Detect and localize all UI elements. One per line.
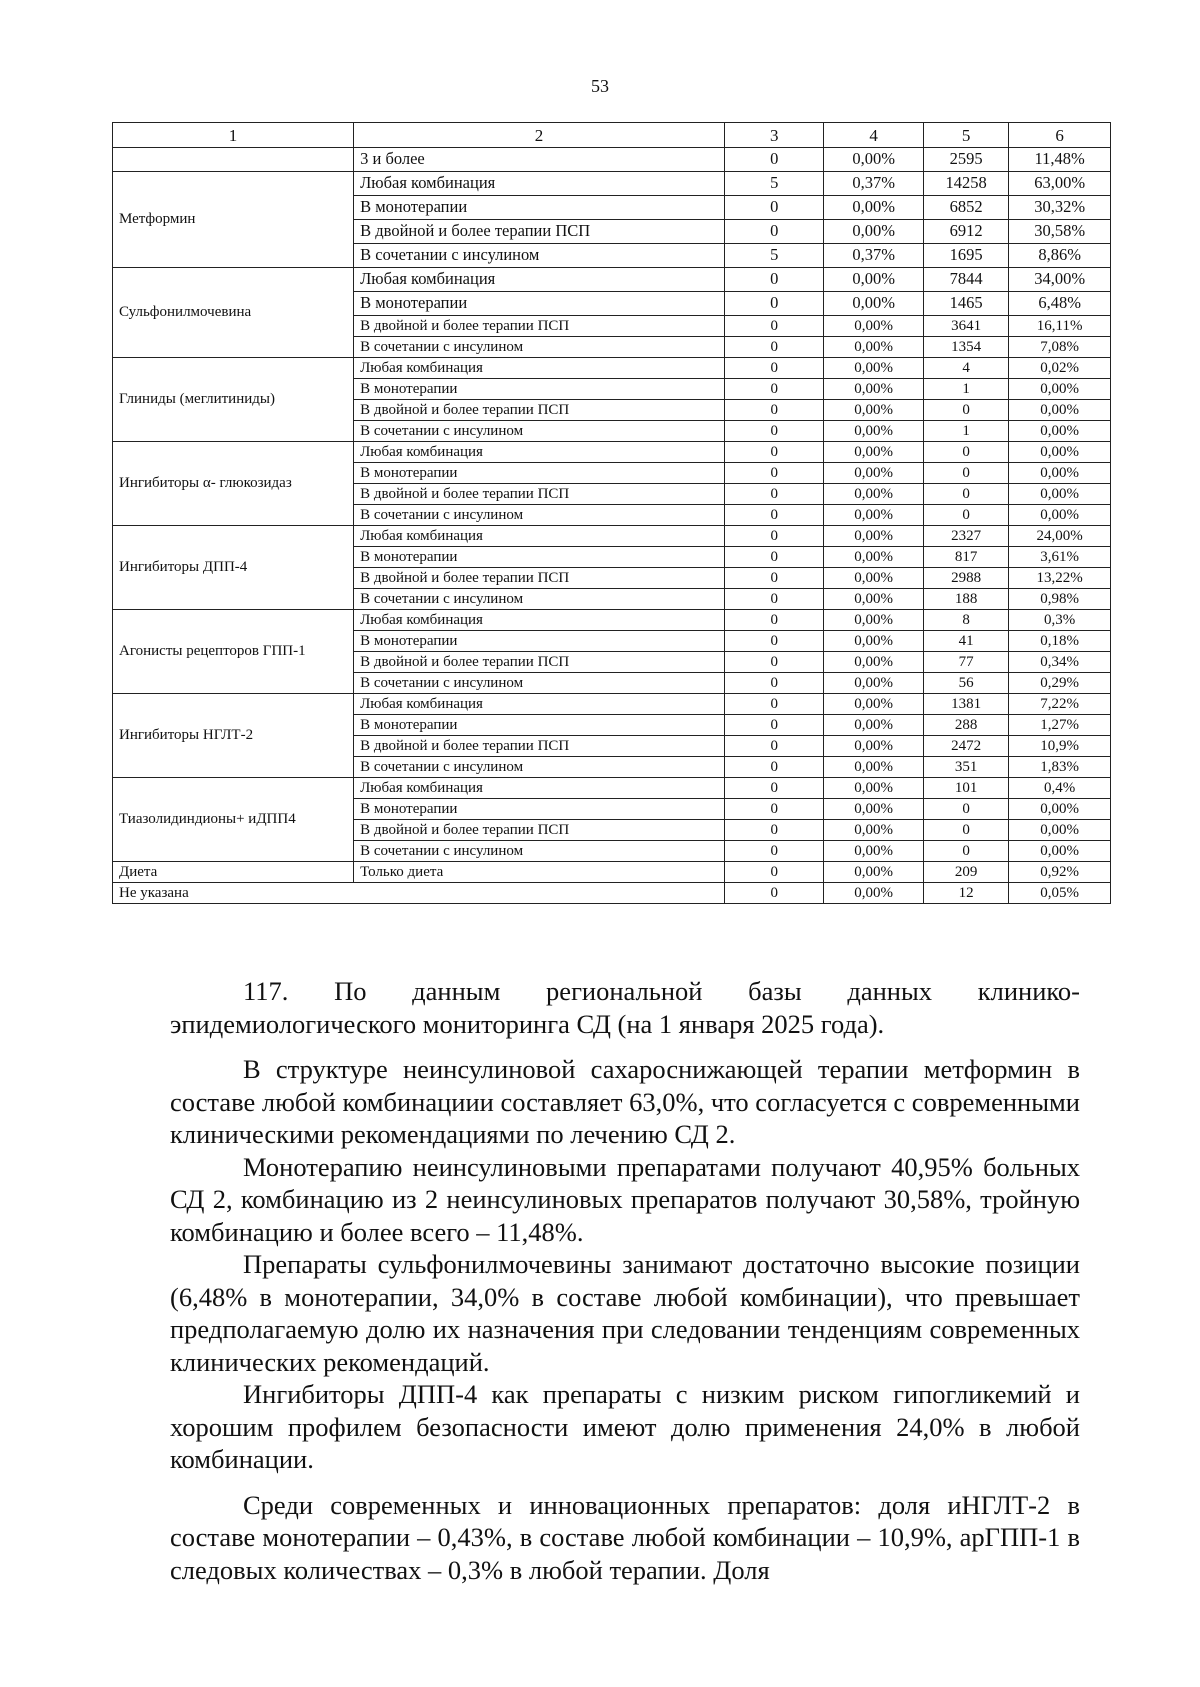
value-cell: 0,02% [1009,358,1111,379]
value-cell: 30,58% [1009,220,1111,244]
value-cell: 0,00% [824,484,923,505]
column-header: 5 [923,123,1008,148]
column-header: 1 [113,123,354,148]
value-cell: 5 [724,172,823,196]
group-name-cell: Метформин [113,172,354,268]
row-label-cell: Любая комбинация [354,610,725,631]
value-cell: 11,48% [1009,148,1111,172]
table-row [113,883,1111,904]
value-cell: 0 [724,196,823,220]
value-cell: 7,08% [1009,337,1111,358]
body-text [170,975,1080,1586]
value-cell: 2327 [923,526,1008,547]
row-label-cell: В монотерапии [354,799,725,820]
table-row [113,694,1111,715]
row-label-cell: В двойной и более терапии ПСП [354,316,725,337]
value-cell: 0 [724,316,823,337]
table-row [113,526,1111,547]
value-cell: 0 [923,799,1008,820]
value-cell: 24,00% [1009,526,1111,547]
page-number: 53 [591,76,609,96]
value-cell: 16,11% [1009,316,1111,337]
row-label-cell: Любая комбинация [354,358,725,379]
row-label-cell: В двойной и более терапии ПСП [354,568,725,589]
value-cell: 0 [923,505,1008,526]
value-cell: 0,18% [1009,631,1111,652]
value-cell: 0,00% [824,568,923,589]
value-cell: 0 [724,526,823,547]
value-cell: 0 [724,379,823,400]
value-cell: 0 [724,400,823,421]
value-cell: 0,00% [824,631,923,652]
value-cell: 0,00% [824,883,923,904]
row-label-cell: В монотерапии [354,463,725,484]
value-cell: 0 [724,505,823,526]
value-cell: 351 [923,757,1008,778]
therapy-table [112,122,1111,904]
row-label-cell: В двойной и более терапии ПСП [354,400,725,421]
value-cell: 0 [724,862,823,883]
group-name-cell: Ингибиторы α- глюкозидаз [113,442,354,526]
row-label-cell: В монотерапии [354,715,725,736]
value-cell: 0,00% [824,442,923,463]
value-cell: 0,00% [824,505,923,526]
value-cell: 56 [923,673,1008,694]
paragraph: 117. По данным региональной базы данных клинико-эпидемиологического мониторинга СД (на 1 января 2025 года). [170,976,1080,1039]
row-label-cell: В монотерапии [354,631,725,652]
value-cell: 0 [923,442,1008,463]
value-cell: 1 [923,379,1008,400]
group-name-cell: Агонисты рецепторов ГПП-1 [113,610,354,694]
value-cell: 0,00% [824,694,923,715]
table-row [113,172,1111,196]
value-cell: 2988 [923,568,1008,589]
value-cell: 0,00% [824,778,923,799]
paragraph: Монотерапию неинсулиновыми препаратами получают 40,95% больных СД 2, комбинацию из 2 неинсулиновых препаратов получают 30,58%, тройную комбинацию и более всего – 11,48%. [170,1151,1080,1247]
row-label-cell: Любая комбинация [354,694,725,715]
value-cell: 0 [724,589,823,610]
row-label-cell: Любая комбинация [354,442,725,463]
value-cell: 209 [923,862,1008,883]
value-cell: 0,00% [1009,421,1111,442]
value-cell: 0 [923,400,1008,421]
value-cell: 6,48% [1009,292,1111,316]
row-label-cell: В двойной и более терапии ПСП [354,652,725,673]
value-cell: 0,00% [824,421,923,442]
value-cell: 0,05% [1009,883,1111,904]
row-label-cell: В двойной и более терапии ПСП [354,736,725,757]
value-cell: 2472 [923,736,1008,757]
column-header: 3 [724,123,823,148]
value-cell: 1695 [923,244,1008,268]
value-cell: 0 [724,820,823,841]
value-cell: 0,00% [1009,400,1111,421]
group-name-cell: Глиниды (меглитиниды) [113,358,354,442]
value-cell: 12 [923,883,1008,904]
group-name-cell: Ингибиторы НГЛТ-2 [113,694,354,778]
value-cell: 0,00% [824,862,923,883]
row-label-cell: В двойной и более терапии ПСП [354,484,725,505]
value-cell: 34,00% [1009,268,1111,292]
value-cell: 0,00% [824,841,923,862]
value-cell: 0 [724,715,823,736]
value-cell: 0,00% [824,652,923,673]
value-cell: 0,00% [824,757,923,778]
table-row [113,778,1111,799]
value-cell: 0,37% [824,172,923,196]
value-cell: 0 [724,292,823,316]
value-cell: 0,00% [1009,484,1111,505]
value-cell: 0,37% [824,244,923,268]
value-cell: 0 [923,841,1008,862]
row-label-cell: В монотерапии [354,196,725,220]
value-cell: 0,3% [1009,610,1111,631]
row-label-cell: Любая комбинация [354,172,725,196]
value-cell: 0 [724,442,823,463]
value-cell: 0 [724,463,823,484]
value-cell: 1465 [923,292,1008,316]
value-cell: 0,98% [1009,589,1111,610]
value-cell: 3,61% [1009,547,1111,568]
row-label-cell: В монотерапии [354,547,725,568]
row-label-cell: 3 и более [354,148,725,172]
table-row [113,358,1111,379]
row-label-cell: В сочетании с инсулином [354,757,725,778]
value-cell: 0,00% [824,292,923,316]
value-cell: 0 [724,421,823,442]
value-cell: 0,00% [824,610,923,631]
value-cell: 288 [923,715,1008,736]
row-label-cell: В сочетании с инсулином [354,421,725,442]
row-label-cell: Только диета [354,862,725,883]
row-label-cell: В двойной и более терапии ПСП [354,820,725,841]
row-label-cell: Любая комбинация [354,268,725,292]
value-cell: 14258 [923,172,1008,196]
row-label-cell: Любая комбинация [354,526,725,547]
table-row [113,148,1111,172]
value-cell: 7,22% [1009,694,1111,715]
value-cell: 0,00% [1009,463,1111,484]
value-cell: 0 [724,337,823,358]
value-cell: 1 [923,421,1008,442]
value-cell: 0 [724,484,823,505]
value-cell: 0 [724,148,823,172]
group-name-cell: Диета [113,862,354,883]
value-cell: 0,00% [1009,841,1111,862]
value-cell: 0,00% [824,220,923,244]
row-label-cell: В сочетании с инсулином [354,244,725,268]
value-cell: 0 [724,757,823,778]
value-cell: 13,22% [1009,568,1111,589]
row-label-cell: В сочетании с инсулином [354,589,725,610]
group-name-cell: Сульфонилмочевина [113,268,354,358]
value-cell: 0 [724,673,823,694]
value-cell: 0,00% [1009,505,1111,526]
value-cell: 0,00% [824,316,923,337]
value-cell: 8,86% [1009,244,1111,268]
value-cell: 0,29% [1009,673,1111,694]
value-cell: 0,00% [824,715,923,736]
group-name-cell: Ингибиторы ДПП-4 [113,526,354,610]
value-cell: 0,00% [1009,799,1111,820]
row-label-cell: В сочетании с инсулином [354,673,725,694]
value-cell: 0,00% [824,268,923,292]
value-cell: 30,32% [1009,196,1111,220]
table-row [113,442,1111,463]
value-cell: 8 [923,610,1008,631]
value-cell: 0,00% [824,820,923,841]
value-cell: 1354 [923,337,1008,358]
value-cell: 1,83% [1009,757,1111,778]
value-cell: 0,00% [824,736,923,757]
row-label-cell: В монотерапии [354,379,725,400]
value-cell: 1,27% [1009,715,1111,736]
value-cell: 0 [923,484,1008,505]
value-cell: 0 [724,268,823,292]
value-cell: 0,34% [1009,652,1111,673]
value-cell: 0 [724,547,823,568]
value-cell: 0,00% [824,547,923,568]
value-cell: 0 [724,736,823,757]
column-header: 2 [354,123,725,148]
value-cell: 0 [724,652,823,673]
value-cell: 6912 [923,220,1008,244]
value-cell: 0,00% [824,799,923,820]
row-label-cell: В сочетании с инсулином [354,841,725,862]
value-cell: 0,00% [824,196,923,220]
table-row [113,862,1111,883]
paragraph: Ингибиторы ДПП-4 как препараты с низким риском гипогликемий и хорошим профилем безопасности имеют долю применения 24,0% в любой комбинации. [170,1379,1080,1474]
value-cell: 0 [724,220,823,244]
row-label-cell: В монотерапии [354,292,725,316]
value-cell: 0,00% [824,400,923,421]
value-cell: 0 [724,841,823,862]
value-cell: 7844 [923,268,1008,292]
value-cell: 0,00% [1009,442,1111,463]
value-cell: 3641 [923,316,1008,337]
value-cell: 0 [724,799,823,820]
value-cell: 0,00% [824,673,923,694]
value-cell: 77 [923,652,1008,673]
value-cell: 0 [724,568,823,589]
value-cell: 0,00% [824,589,923,610]
column-header: 6 [1009,123,1111,148]
value-cell: 0,00% [1009,820,1111,841]
value-cell: 1381 [923,694,1008,715]
value-cell: 0,92% [1009,862,1111,883]
value-cell: 188 [923,589,1008,610]
group-name-cell [113,148,354,172]
value-cell: 0 [724,631,823,652]
column-header: 4 [824,123,923,148]
value-cell: 0,00% [1009,379,1111,400]
value-cell: 817 [923,547,1008,568]
value-cell: 0,4% [1009,778,1111,799]
value-cell: 0,00% [824,463,923,484]
value-cell: 0 [724,358,823,379]
value-cell: 5 [724,244,823,268]
value-cell: 2595 [923,148,1008,172]
table-body [113,148,1111,904]
value-cell: 101 [923,778,1008,799]
row-label-cell: В двойной и более терапии ПСП [354,220,725,244]
value-cell: 0 [724,610,823,631]
value-cell: 0,00% [824,379,923,400]
value-cell: 41 [923,631,1008,652]
value-cell: 0 [724,778,823,799]
value-cell: 6852 [923,196,1008,220]
group-name-cell: Тиазолидиндионы+ иДПП4 [113,778,354,862]
paragraph: Среди современных и инновационных препаратов: доля иНГЛТ-2 в составе монотерапии – 0,43%, в составе любой комбинации – 10,9%, арГПП-1 в следовых количествах – 0,3% в любой терапии. Доля [170,1489,1080,1585]
table-row [113,610,1111,631]
row-label-cell: Не указана [113,883,725,904]
row-label-cell: В сочетании с инсулином [354,337,725,358]
value-cell: 0,00% [824,358,923,379]
paragraph: В структуре неинсулиновой сахароснижающей терапии метформин в составе любой комбинациии составляет 63,0%, что согласуется с современными клиническими рекомендациями по лечению СД 2. [170,1054,1080,1149]
value-cell: 0 [923,820,1008,841]
table-row [113,268,1111,292]
value-cell: 0 [724,694,823,715]
row-label-cell: В сочетании с инсулином [354,505,725,526]
paragraph: Препараты сульфонилмочевины занимают достаточно высокие позиции (6,48% в монотерапии, 34,0% в составе любой комбинации), что превышает предполагаемую долю их назначения при следовании тенденциям современных клинических рекомендаций. [170,1249,1080,1377]
value-cell: 10,9% [1009,736,1111,757]
value-cell: 63,00% [1009,172,1111,196]
value-cell: 0,00% [824,148,923,172]
value-cell: 0 [923,463,1008,484]
row-label-cell: Любая комбинация [354,778,725,799]
value-cell: 4 [923,358,1008,379]
value-cell: 0,00% [824,526,923,547]
value-cell: 0 [724,883,823,904]
table-header-row [113,123,1111,148]
value-cell: 0,00% [824,337,923,358]
